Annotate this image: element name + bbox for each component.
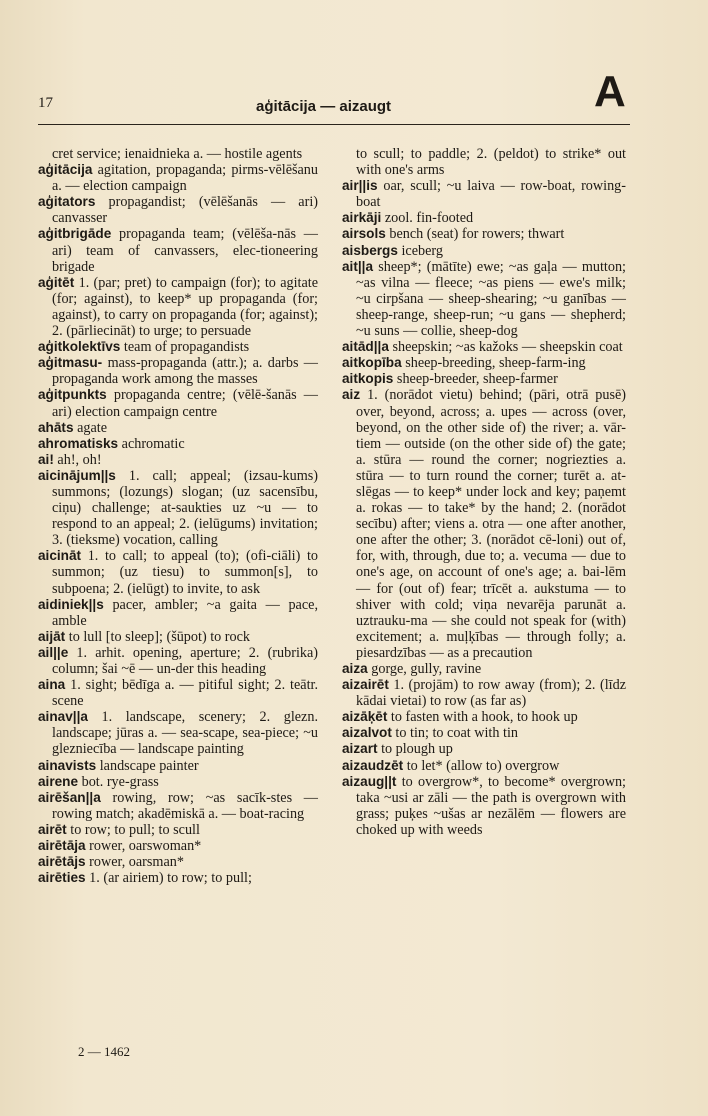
dictionary-entry: [38, 420, 318, 436]
definition: zool. fin-footed: [384, 210, 474, 227]
right-continuation: to scull; to paddle; 2. (peldot) to strike* out with one's arms: [356, 146, 626, 179]
definition: to row; to pull; to scull: [70, 821, 200, 838]
dictionary-entry: [342, 210, 626, 226]
headword: airkāji: [342, 210, 382, 226]
definition: propaganda team; (vēlēša-nās — ari) team of canvassers, elec-tioneering brigade: [52, 226, 318, 275]
dictionary-entry: [342, 725, 626, 741]
headword: airētājs: [38, 854, 86, 870]
definition: 1. (norādot vietu) behind; (pāri, otrā pusē) over, beyond, across; a. upes — across (over, beyond, on the other side of) the river; a. vār-tiem — outside (on the other side of) the gate; a. stūra — round the corner; nogriezties a. stūra — to turn round the corner; turēt a. at-slēgas — to keep* under lock and key; paņemt a. rokas — to take* by the hand; 2. (norādot secību) after; viens a. otra — one after another, one after the other; 3. (norādot cē-loni) out of, for, with, through, due to; a. vecuma — due to one's age, on account of one's age; a. bai-lēm — for (out of) fear; trīcēt a. aukstuma — to shiver with cold; viņa nevarēja parunāt a. uztrauku-ma — she could not speak for (with) excitement; a. muļķības — through folly; a. piesardzības — as a precaution: [356, 387, 627, 661]
dictionary-entry: [38, 355, 318, 387]
headword: ai!: [38, 451, 54, 467]
dictionary-entry: [38, 194, 318, 226]
headword: aizaudzēt: [342, 757, 404, 773]
dictionary-entry: [38, 870, 318, 886]
dictionary-entry: [38, 597, 318, 629]
definition: bot. rye-grass: [81, 773, 159, 790]
headword: aģitpunkts: [38, 387, 107, 403]
dictionary-entry: [342, 226, 626, 242]
definition: landscape painter: [99, 757, 199, 774]
right-column: [342, 146, 626, 838]
dictionary-entry: [38, 548, 318, 596]
dictionary-entry: [342, 741, 626, 757]
headword: airēt: [38, 821, 67, 837]
dictionary-entry: [342, 243, 626, 259]
definition: rower, oarswoman*: [89, 838, 202, 855]
page-header: [38, 67, 630, 128]
headword: aizart: [342, 741, 378, 757]
definition: to overgrow*, to become* overgrown; taka ~usi ar zāli — the path is overgrown with grass; puķes ~ušas ar nezālēm — flowers are choked up with weeds: [356, 773, 626, 838]
definition: ah!, oh!: [57, 451, 102, 468]
headword: aģitācija: [38, 162, 93, 178]
dictionary-entry: [38, 774, 318, 790]
definition: to let* (allow to) overgrow: [406, 757, 560, 774]
dictionary-entry: [342, 387, 626, 661]
left-column: [38, 146, 318, 886]
dictionary-entry: [38, 709, 318, 757]
headword: aģitmasu-: [38, 355, 103, 371]
page-number: 17: [38, 95, 53, 111]
headword: aicināt: [38, 548, 82, 564]
headword: aizāķēt: [342, 709, 388, 725]
headword: ainavists: [38, 757, 97, 773]
dictionary-entry: [38, 452, 318, 468]
definition: gorge, gully, ravine: [371, 661, 482, 677]
dictionary-entry: [38, 226, 318, 274]
definition: mass-propaganda (attr.); a. darbs — propaganda work among the masses: [52, 355, 318, 388]
definition: 1. landscape, scenery; 2. glezn. landscape; jūras a. — sea-scape, sea-piece; ~u glezniecība — landscape painting: [52, 709, 318, 758]
definition: 1. (par; pret) to campaign (for); to agitate (for; against), to keep* up propaganda (for; against), to carry on propaganda (for; against); 2. (pārliecināt) to urge; to persuade: [52, 274, 319, 340]
dictionary-entry: [38, 790, 318, 822]
headword: aicinājum||s: [38, 467, 116, 483]
headword: aitād||a: [342, 339, 389, 355]
dictionary-entry: [38, 275, 318, 339]
headword: ahromatisks: [38, 435, 119, 451]
headword: ail||e: [38, 644, 69, 660]
definition: sheepskin; ~as kažoks — sheepskin coat: [392, 339, 623, 356]
definition: 1. (projām) to row away (from); 2. (līdz kādai vietai) to row (as far as): [356, 677, 627, 710]
definition: team of propagandists: [123, 339, 250, 356]
dictionary-entry: [342, 355, 626, 371]
definition: bench (seat) for rowers; thwart: [389, 226, 565, 243]
definition: sheep-breeder, sheep-farmer: [396, 371, 558, 388]
headword: ahāts: [38, 419, 74, 435]
left-continuation: cret service; ienaidnieka a. — hostile agents: [52, 146, 303, 162]
dictionary-entry: [38, 387, 318, 419]
headword: aizalvot: [342, 725, 392, 741]
headword: airēšan||a: [38, 789, 101, 805]
dictionary-entry: [38, 822, 318, 838]
headword: aisbergs: [342, 242, 398, 258]
definition: sheep*; (mātīte) ewe; ~as gaļa — mutton; ~as vilna — fleece; ~as piens — ewe's milk; ~u cirpšana — sheep-shearing; ~u ganības — sheep-range, sheep-run; ~u gans — shepherd; ~u suns — collie, sheep-dog: [356, 258, 626, 340]
running-head: aģitācija — aizaugt: [256, 98, 392, 115]
dictionary-entry: [38, 677, 318, 709]
headword: aitkopis: [342, 371, 394, 387]
headword: aitkopība: [342, 355, 402, 371]
dictionary-entry: [38, 645, 318, 677]
definition: to plough up: [381, 741, 453, 758]
dictionary-entry: [38, 758, 318, 774]
dictionary-entry: [342, 371, 626, 387]
definition: to fasten with a hook, to hook up: [390, 709, 578, 726]
definition: pacer, ambler; ~a gaita — pace, amble: [52, 596, 318, 629]
headword: aiz: [342, 387, 361, 403]
definition: agate: [77, 419, 107, 436]
headword: aiza: [342, 661, 368, 676]
dictionary-entry: [38, 339, 318, 355]
definition: to lull [to sleep]; (šūpot) to rock: [68, 628, 251, 645]
headword: airēties: [38, 870, 86, 886]
dictionary-entry: [342, 774, 626, 838]
printer-signature: 2 — 1462: [78, 1044, 130, 1059]
definition: sheep-breeding, sheep-farm-ing: [405, 355, 586, 372]
headword: aina: [38, 677, 66, 693]
definition: propaganda centre; (vēlē-šanās — ari) election campaign centre: [52, 387, 318, 420]
definition: propagandist; (vēlēšanās — ari) canvasser: [52, 194, 318, 227]
dictionary-entry: [38, 629, 318, 645]
headword: aģitators: [38, 194, 96, 210]
section-letter: A: [594, 67, 626, 116]
headword: airene: [38, 773, 79, 789]
headword: aijāt: [38, 628, 66, 644]
definition: agitation, propaganda; pirms-vēlēšanu a. — election campaign: [52, 162, 318, 195]
definition: 1. call; appeal; (izsau-kums) summons; (lozungs) slogan; (uz sacensību, ciņu) challenge; at-saukties uz ~u — to respond to an appeal; 2. (ielūgums) invitation; 3. (tieksme) vocation, calling: [52, 467, 319, 549]
dictionary-entry: [342, 178, 626, 210]
definition: rower, oarsman*: [89, 854, 184, 871]
headword: aģitbrigāde: [38, 226, 112, 242]
dictionary-entry: [342, 709, 626, 725]
dictionary-entry: [38, 468, 318, 548]
dictionary-entry: [342, 339, 626, 355]
definition: 1. arhit. opening, aperture; 2. (rubrika) column; šai ~ē — un-der this heading: [52, 644, 318, 677]
dictionary-entry: [342, 259, 626, 339]
dictionary-entry: [38, 436, 318, 452]
definition: 1. sight; bēdīga a. — pitiful sight; 2. teātr. scene: [52, 677, 319, 710]
headword: aizaug||t: [342, 773, 397, 789]
header-rule: [38, 124, 630, 125]
headword: ait||a: [342, 258, 374, 274]
definition: oar, scull; ~u laiva — row-boat, rowing-boat: [356, 178, 627, 211]
dictionary-entry: [38, 162, 318, 194]
headword: aidiniek||s: [38, 596, 104, 612]
dictionary-entry: [342, 677, 626, 709]
definition: 1. to call; to appeal (to); (ofi-ciāli) to summon; (uz tiesu) to summon[s], to subpoena; 2. (ielūgt) to invite, to ask: [52, 548, 319, 597]
headword: aģitēt: [38, 274, 75, 290]
dictionary-entry: [342, 661, 626, 677]
definition: 1. (ar airiem) to row; to pull;: [89, 870, 252, 887]
definition: iceberg: [401, 242, 443, 259]
headword: airētāja: [38, 838, 86, 854]
definition: rowing, row; ~as sacīk-stes — rowing match; akadēmiskā a. — boat-racing: [52, 789, 318, 822]
definition: to tin; to coat with tin: [395, 725, 518, 742]
headword: air||is: [342, 178, 378, 194]
dictionary-entry: [342, 758, 626, 774]
headword: airsols: [342, 226, 386, 242]
headword: aģitkolektīvs: [38, 339, 121, 355]
dictionary-entry: [38, 854, 318, 870]
headword: aizairēt: [342, 677, 389, 693]
headword: ainav||a: [38, 709, 88, 725]
definition: achromatic: [121, 435, 185, 452]
dictionary-entry: [38, 838, 318, 854]
